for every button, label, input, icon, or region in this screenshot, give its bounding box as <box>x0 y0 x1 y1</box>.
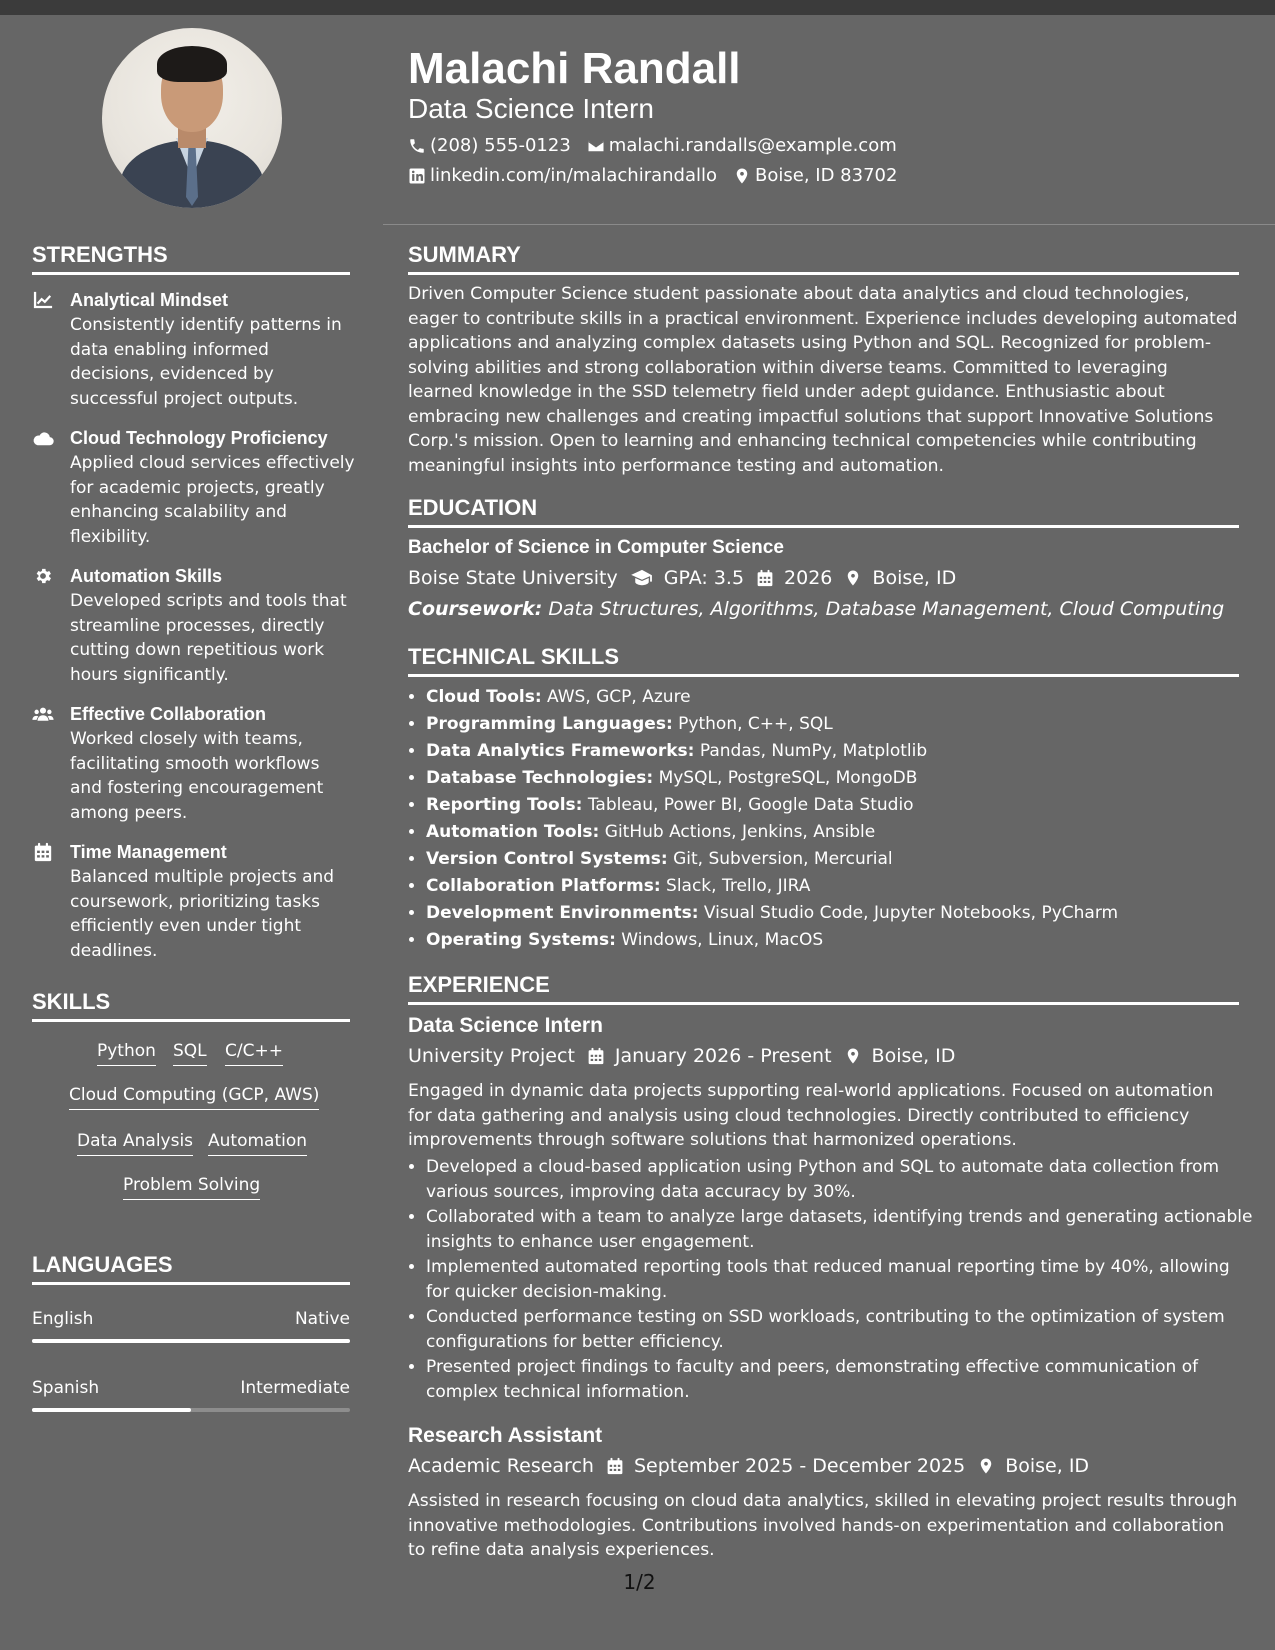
technical-skills-list <box>408 684 1256 954</box>
skill-value: Pandas, NumPy, Matplotlib <box>699 741 928 761</box>
cloud-icon <box>32 428 54 448</box>
strength-description: Developed scripts and tools that streamline processes, directly cutting down repetitious work hours significantly. <box>70 591 347 685</box>
linkedin-text[interactable]: linkedin.com/in/malachirandallo <box>430 165 718 186</box>
strength-item <box>32 840 352 960</box>
gpa-text: GPA: 3.5 <box>663 567 745 589</box>
job-dates: September 2025 - December 2025 <box>633 1455 966 1477</box>
users-icon <box>32 704 54 724</box>
school-name: Boise State University <box>408 567 618 589</box>
strengths-rule <box>32 272 350 275</box>
skill-label: Programming Languages: <box>426 714 673 734</box>
language-proficiency-bar <box>32 1408 350 1412</box>
skill-label: Automation Tools: <box>426 822 600 842</box>
skill-label: Cloud Tools: <box>426 687 542 707</box>
skill-chip-python: Python <box>97 1040 156 1066</box>
map-pin-icon <box>844 569 862 587</box>
language-level: Native <box>294 1309 350 1329</box>
candidate-name: Malachi Randall <box>408 44 741 93</box>
technical-skills-rule <box>408 674 1239 677</box>
skill-label: Version Control Systems: <box>426 849 668 869</box>
phone-icon <box>408 137 426 155</box>
language-proficiency-fill <box>32 1339 350 1343</box>
graduation-cap-icon <box>630 569 654 587</box>
strength-title: Analytical Mindset <box>70 290 229 310</box>
coursework-label: Coursework: <box>408 598 543 620</box>
skill-value: Python, C++, SQL <box>678 714 833 734</box>
strength-description: Worked closely with teams, facilitating smooth workflows and fostering encouragement among peers. <box>70 729 324 823</box>
summary-heading: SUMMARY <box>408 242 521 267</box>
skill-value: GitHub Actions, Jenkins, Ansible <box>604 822 876 842</box>
skill-value: Tableau, Power BI, Google Data Studio <box>587 795 914 815</box>
education-heading: EDUCATION <box>408 495 538 520</box>
job-title: Data Science Intern <box>408 1014 603 1037</box>
location-text: Boise, ID 83702 <box>755 165 898 186</box>
list-item: • Developed a cloud-based application using Python and SQL to automate data collection from various sources, improving data accuracy by 30%. <box>426 1155 1256 1204</box>
strength-title: Cloud Technology Proficiency <box>70 428 328 448</box>
strength-item <box>32 426 355 547</box>
job-meta <box>408 1043 955 1069</box>
list-item <box>426 765 1256 792</box>
job-meta <box>408 1453 1089 1479</box>
skill-value: Git, Subversion, Mercurial <box>673 849 893 869</box>
skill-value: MySQL, PostgreSQL, MongoDB <box>658 768 918 788</box>
job-organization: University Project <box>408 1045 575 1067</box>
linkedin-item[interactable] <box>408 164 717 188</box>
profile-photo <box>102 28 282 208</box>
job-bullets <box>408 1155 1256 1405</box>
job-dates: January 2026 - Present <box>614 1045 832 1067</box>
experience-rule <box>408 1002 1239 1005</box>
calendar-icon <box>756 569 774 587</box>
chart-line-icon <box>32 290 54 310</box>
list-item: • Implemented automated reporting tools that reduced manual reporting time by 40%, allowing for quicker decision-making. <box>426 1255 1256 1304</box>
strength-description: Consistently identify patterns in data enabling informed decisions, evidenced by successful project outputs. <box>70 315 342 409</box>
job-title: Research Assistant <box>408 1424 603 1447</box>
job-location: Boise, ID <box>871 1045 956 1067</box>
strength-item <box>32 288 352 408</box>
strength-item <box>32 564 352 684</box>
skill-label: Reporting Tools: <box>426 795 583 815</box>
candidate-title: Data Science Intern <box>408 93 654 124</box>
skill-chip-sql: SQL <box>173 1040 207 1066</box>
skill-chip-problem-solving: Problem Solving <box>123 1174 260 1200</box>
map-pin-icon <box>977 1457 995 1475</box>
skill-chip-automation: Automation <box>208 1130 307 1156</box>
skill-value: AWS, GCP, Azure <box>547 687 691 707</box>
language-name: English <box>32 1309 94 1329</box>
contact-row-2 <box>408 164 897 188</box>
summary-rule <box>408 272 1239 275</box>
strength-title: Effective Collaboration <box>70 704 267 724</box>
skill-value: Windows, Linux, MacOS <box>621 930 824 950</box>
skill-label: Collaboration Platforms: <box>426 876 661 896</box>
gear-icon <box>32 566 54 586</box>
skill-value: Slack, Trello, JIRA <box>666 876 811 896</box>
technical-skills-heading: TECHNICAL SKILLS <box>408 644 620 669</box>
list-item <box>426 684 1256 711</box>
list-item <box>426 711 1256 738</box>
envelope-icon <box>587 137 605 155</box>
calendar-icon <box>587 1047 605 1065</box>
skill-chip-data-analysis: Data Analysis <box>77 1130 193 1156</box>
skills-heading: SKILLS <box>32 989 111 1014</box>
map-pin-icon <box>733 167 751 185</box>
skills-rule <box>32 1019 350 1022</box>
strength-title: Automation Skills <box>70 566 223 586</box>
page-number: 1/2 <box>623 1570 656 1594</box>
education-meta <box>408 565 956 591</box>
language-proficiency-fill <box>32 1408 191 1412</box>
email-text[interactable]: malachi.randalls@example.com <box>608 135 897 156</box>
education-rule <box>408 525 1239 528</box>
header-divider <box>383 224 1275 225</box>
map-pin-icon <box>844 1047 862 1065</box>
language-name: Spanish <box>32 1378 100 1398</box>
phone-text: (208) 555-0123 <box>430 135 571 156</box>
list-item <box>426 738 1256 765</box>
skill-label: Database Technologies: <box>426 768 654 788</box>
list-item <box>426 819 1256 846</box>
strength-description: Applied cloud services effectively for academic projects, greatly enhancing scalability and flexibility. <box>70 453 355 547</box>
job-location: Boise, ID <box>1005 1455 1090 1477</box>
skill-label: Data Analytics Frameworks: <box>426 741 695 761</box>
strengths-heading: STRENGTHS <box>32 242 168 267</box>
school-location: Boise, ID <box>872 567 957 589</box>
skill-label: Development Environments: <box>426 903 699 923</box>
skill-chip-cpp: C/C++ <box>225 1040 283 1066</box>
list-item: • Collaborated with a team to analyze large datasets, identifying trends and generating actionable insights to enhance user engagement. <box>426 1205 1256 1254</box>
list-item <box>426 846 1256 873</box>
calendar-icon <box>32 842 54 862</box>
calendar-icon <box>606 1457 624 1475</box>
list-item: • Presented project findings to faculty and peers, demonstrating effective communication of complex technical information. <box>426 1355 1256 1404</box>
list-item <box>426 873 1256 900</box>
linkedin-icon <box>408 167 426 185</box>
contact-row-1 <box>408 134 897 158</box>
top-bar <box>0 0 1275 15</box>
strength-item <box>32 702 352 822</box>
skill-chip-cloud-computing: Cloud Computing (GCP, AWS) <box>69 1084 319 1110</box>
degree-title: Bachelor of Science in Computer Science <box>408 537 784 558</box>
strength-title: Time Management <box>70 842 227 862</box>
job-organization: Academic Research <box>408 1455 594 1477</box>
list-item: • Conducted performance testing on SSD workloads, contributing to the optimization of system configurations for better efficiency. <box>426 1305 1256 1354</box>
list-item <box>426 927 1256 954</box>
phone-item <box>408 134 571 158</box>
strength-description: Balanced multiple projects and coursework, prioritizing tasks efficiently even under tight deadlines. <box>70 867 335 961</box>
summary-text: Driven Computer Science student passionate about data analytics and cloud technologies, eager to contribute skills in a practical environment. Experience includes developing automated applications and analyzing complex datasets using Python and SQL. Recognized for problem-solving abilities and strong collaboration within diverse teams. Committed to leveraging learned knowledge in the SSD telemetry field under adept guidance. Enthusiastic about embracing new challenges and creating impactful solutions that support Innovative Solutions Corp.'s mission. Open to learning and enhancing technical competencies while contributing meaningful insights into performance testing and automation. <box>408 284 1238 476</box>
job-description: Engaged in dynamic data projects supporting real-world applications. Focused on automation for data gathering and analysis using cloud technologies. Directly contributed to efficiency improvements through software solutions that harmonized operations. <box>408 1081 1214 1150</box>
skill-label: Operating Systems: <box>426 930 616 950</box>
coursework-text: Data Structures, Algorithms, Database Management, Cloud Computing <box>548 598 1225 620</box>
graduation-year: 2026 <box>784 567 833 589</box>
languages-heading: LANGUAGES <box>32 1252 173 1277</box>
language-proficiency-bar <box>32 1339 350 1343</box>
list-item <box>426 792 1256 819</box>
languages-rule <box>32 1282 350 1285</box>
page-indicator <box>0 1570 1275 1594</box>
skill-value: Visual Studio Code, Jupyter Notebooks, PyCharm <box>703 903 1119 923</box>
coursework-line <box>408 596 1224 622</box>
email-item[interactable] <box>587 134 897 158</box>
list-item <box>426 900 1256 927</box>
job-description: Assisted in research focusing on cloud data analytics, skilled in elevating project results through innovative methodologies. Contributions involved hands-on experimentation and collaboration to refine data analysis experiences. <box>408 1491 1238 1560</box>
language-level: Intermediate <box>240 1378 350 1398</box>
location-item <box>733 164 897 188</box>
experience-heading: EXPERIENCE <box>408 972 550 997</box>
